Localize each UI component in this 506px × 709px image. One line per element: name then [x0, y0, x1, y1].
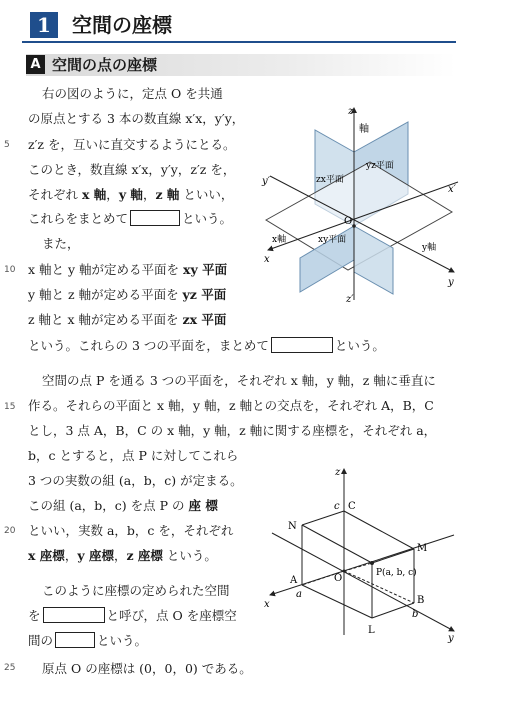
- text-line: といい，実数 a，b，c を，それぞれ: [28, 523, 234, 538]
- subsection-letter: A: [26, 55, 45, 74]
- term-y-coordinate: y 座標: [77, 548, 114, 563]
- text-line: 作る。それらの平面と x 軸，y 軸，z 軸との交点を，それぞれ A，B，C: [28, 398, 434, 413]
- section-number: 1: [30, 12, 58, 38]
- answer-blank-4[interactable]: [55, 632, 95, 648]
- label-x-axis: x軸: [272, 235, 287, 245]
- line-number-25: 25: [4, 663, 16, 673]
- text-line: x 軸と y 軸が定める平面を xy 平面: [28, 262, 228, 277]
- box-edge: [372, 549, 414, 563]
- text-line: 3 つの実数の組 (a，b，c) が定まる。: [28, 473, 243, 488]
- label-yz-plane: yz平面: [366, 161, 394, 171]
- point-p: [370, 561, 374, 565]
- box-edge: [372, 603, 414, 618]
- line-number-15: 15: [4, 402, 16, 412]
- label-c-value: c: [334, 501, 340, 512]
- text-line: を と呼び，点 O を座標空: [28, 608, 237, 623]
- label-m: M: [417, 543, 428, 554]
- text-line: 原点 O の座標は (0，0，0) である。: [42, 661, 252, 676]
- section-title: 空間の座標: [72, 13, 172, 37]
- label-z: z: [348, 106, 354, 117]
- term-zx-plane: zx 平面: [182, 312, 227, 327]
- subsection-header: [26, 54, 456, 76]
- term-z-axis: z 軸: [155, 187, 180, 202]
- label-p: P(a, b, c): [376, 568, 417, 578]
- figure-point-coordinates: [262, 463, 464, 643]
- text-line: x 座標，y 座標，z 座標 という。: [28, 548, 217, 563]
- origin-point: [343, 570, 346, 573]
- text-line: b，c とすると，点 P に対してこれら: [28, 448, 239, 463]
- text-line: z 軸と x 軸が定める平面を zx 平面: [28, 312, 227, 327]
- label-c: C: [348, 501, 356, 512]
- text-line: という。これらの 3 つの平面を，まとめて という。: [28, 338, 385, 353]
- label-zx-plane: zx平面: [316, 175, 344, 185]
- term-coordinate: 座 標: [188, 498, 218, 513]
- box-edge: [302, 585, 372, 618]
- line-number-20: 20: [4, 526, 16, 536]
- figure-coordinate-planes: [260, 100, 470, 305]
- origin-point: [352, 224, 356, 228]
- answer-blank-2[interactable]: [271, 337, 333, 353]
- label-y: y: [448, 633, 454, 643]
- text-line: 右の図のように，定点 O を共通: [42, 86, 223, 101]
- label-o: O: [334, 573, 343, 584]
- text-line: 間の という。: [28, 633, 148, 648]
- line-number-5: 5: [4, 140, 10, 150]
- box-edge: [302, 511, 344, 525]
- term-yz-plane: yz 平面: [182, 287, 227, 302]
- answer-blank-3[interactable]: [43, 607, 105, 623]
- section-rule: [22, 41, 456, 43]
- box-edge: [344, 511, 414, 549]
- label-origin: O: [344, 216, 353, 227]
- label-l: L: [368, 625, 375, 636]
- text-line: z′z を，互いに直交するようにとる。: [28, 137, 236, 152]
- text-line: この組 (a，b，c) を点 P の 座 標: [28, 498, 218, 513]
- label-z: z: [335, 467, 341, 478]
- label-z-axis: 軸: [359, 124, 369, 135]
- label-b: B: [417, 595, 425, 606]
- label-x: x: [264, 599, 270, 610]
- text-line: とし，3 点 A，B，C の x 軸，y 軸，z 軸に関する座標を，それぞれ a，: [28, 423, 437, 438]
- section-header: [22, 10, 456, 44]
- term-z-coordinate: z 座標: [126, 548, 163, 563]
- text-line: これらをまとめて という。: [28, 211, 233, 226]
- label-a: A: [290, 575, 298, 586]
- answer-blank-1[interactable]: [130, 210, 180, 226]
- text-line: それぞれ x 軸，y 軸，z 軸 といい，: [28, 187, 234, 202]
- text-line: y 軸と z 軸が定める平面を yz 平面: [28, 287, 227, 302]
- term-y-axis: y 軸: [118, 187, 143, 202]
- term-xy-plane: xy 平面: [183, 262, 228, 277]
- label-y-axis: y軸: [422, 243, 437, 253]
- text-line: 空間の点 P を通る 3 つの平面を，それぞれ x 軸，y 軸，z 軸に垂直に: [42, 373, 436, 388]
- label-x: x: [264, 254, 270, 265]
- text-line: また，: [42, 236, 80, 251]
- line-number-10: 10: [4, 265, 16, 275]
- label-b-value: b: [412, 609, 419, 620]
- text-line: このとき，数直線 x′x，y′y，z′z を，: [28, 162, 236, 177]
- text-line: の原点とする 3 本の数直線 x′x，y′y，: [28, 111, 245, 126]
- term-x-coordinate: x 座標: [28, 548, 65, 563]
- text-line: このように座標の定められた空間: [42, 583, 230, 598]
- label-a-value: a: [296, 589, 302, 600]
- label-z-prime: z′: [346, 294, 354, 305]
- label-x-prime: x′: [448, 184, 456, 195]
- subsection-title: 空間の点の座標: [52, 56, 158, 74]
- box-edge: [302, 525, 372, 563]
- label-y: y: [448, 277, 454, 288]
- label-n: N: [288, 521, 297, 532]
- label-xy-plane: xy平面: [318, 235, 347, 245]
- label-y-prime: y′: [262, 176, 270, 187]
- term-x-axis: x 軸: [81, 187, 107, 202]
